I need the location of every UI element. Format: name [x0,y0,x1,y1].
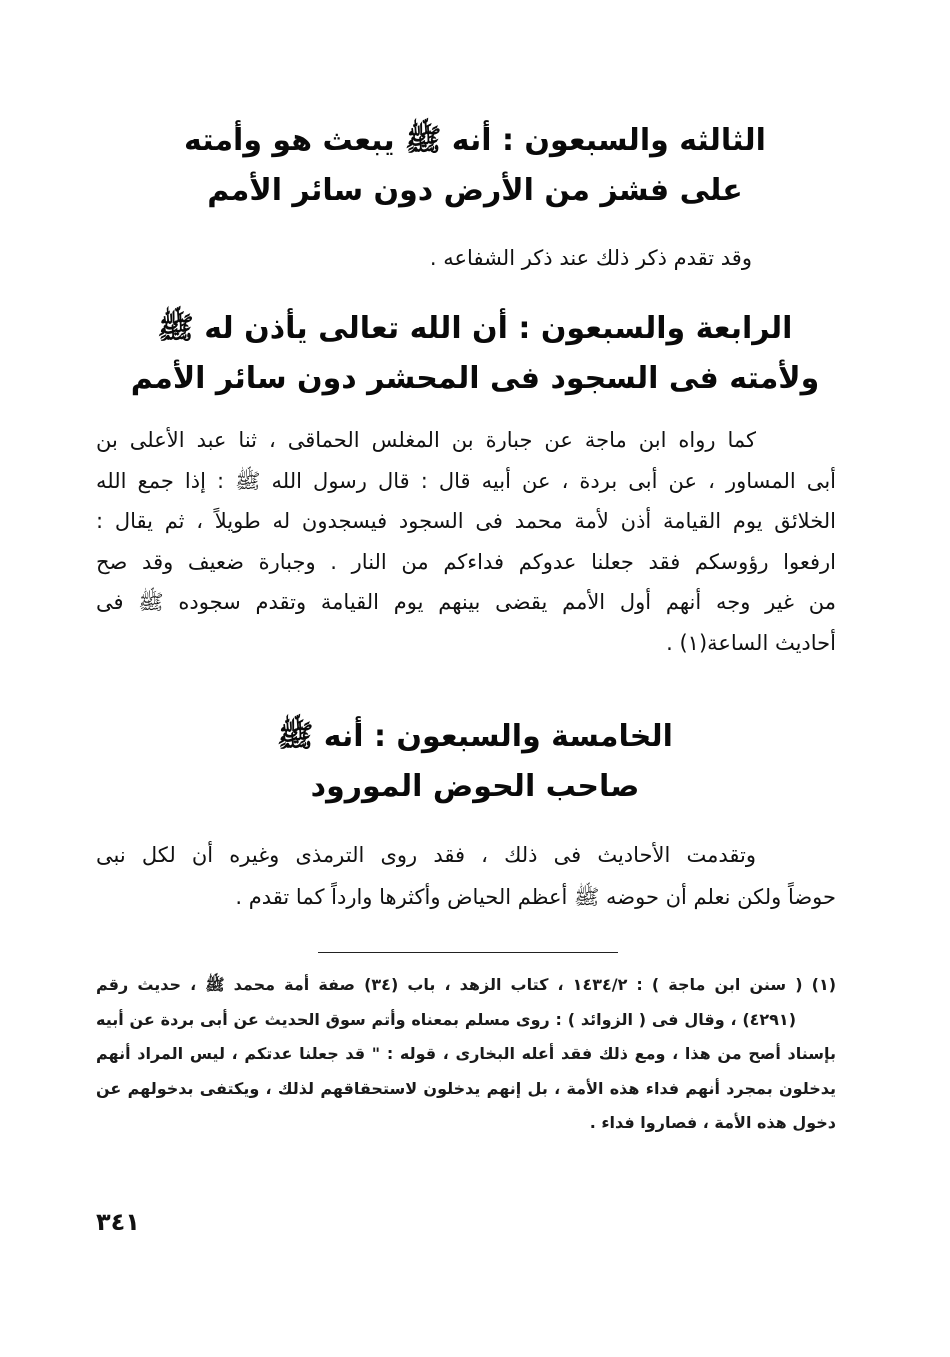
footnote-line: بإسناد أصح من هذا ، ومع ذلك فقد أعله البخارى ، قوله : " قد جعلنا عدتكم ، ليس المراد أنهم [96,1044,836,1063]
page-number: ٣٤١ [96,1208,140,1236]
footnote-line: دخول هذه الأمة ، فصاروا فداء . [589,1113,836,1132]
section-73-heading-line2: على فشز من الأرض دون سائر الأمم [207,173,743,208]
section-75-body [96,834,836,918]
section-74-body-line: من غير وجه أنهم أول الأمم يقضى بينهم يوم القيامة وتقدم سجوده ﷺ فى [96,590,836,614]
section-75-heading [0,712,950,812]
footnote [96,968,836,1141]
section-73-body: وقد تقدم ذكر ذلك عند ذكر الشفاعه . [429,246,752,270]
section-74-body-line: أبى المساور ، عن أبى بردة ، عن أبيه قال : قال رسول الله ﷺ : إذا جمع الله [96,468,836,493]
section-75-body-line: حوضاً ولكن نعلم أن حوضه ﷺ أعظم الحياض وأكثرها وارداً كما تقدم . [235,885,836,909]
footnote-line: (٤٢٩١) ، وقال فى ( الزوائد ) : روى مسلم بمعناه وأتم سوق الحديث عن أبى بردة عن أبيه [96,1009,796,1029]
footnote-line: يدخلون بمجرد أنهم فداء هذه الأمة ، بل إنهم يدخلون لاستحقاقهم لذلك ، ويكتفى بدخولهم عن [96,1078,836,1098]
section-74-body-line: كما رواه ابن ماجة عن جبارة بن المغلس الحماقى ، ثنا عبد الأعلى بن [96,428,756,452]
section-75-heading-line1: الخامسة والسبعون : أنه ﷺ [277,719,673,754]
section-74-heading [0,304,950,404]
section-74-body [96,420,836,663]
footnote-line: (١) ( سنن ابن ماجة ) : ١٤٣٤/٢ ، كتاب الزهد ، باب (٣٤) صفة أمة محمد ﷺ ، حديث رقم [96,975,837,994]
section-73-heading [0,116,950,216]
section-73-heading-line1: الثالثه والسبعون : أنه ﷺ يبعث هو وأمته [184,123,766,158]
section-74-heading-line1: الرابعة والسبعون : أن الله تعالى يأذن له ﷺ [157,311,793,346]
section-75-body-line: وتقدمت الأحاديث فى ذلك ، فقد روى الترمذى وغيره أن لكل نبى [96,843,756,867]
section-75-heading-line2: صاحب الحوض المورود [310,769,640,804]
section-74-body-line: أحاديث الساعة(١) . [666,630,836,655]
section-74-body-line: ارفعوا رؤوسكم فقد جعلنا عدوكم فداءكم من النار . وجبارة ضعيف وقد صح [96,549,836,574]
section-74-body-line: الخلائق يوم القيامة أذن لأمة محمد فى السجود فيسجدون له طويلاً ، ثم يقال : [96,509,836,533]
section-74-heading-line2: ولأمته فى السجود فى المحشر دون سائر الأمم [130,361,820,396]
footnote-separator [318,952,618,953]
